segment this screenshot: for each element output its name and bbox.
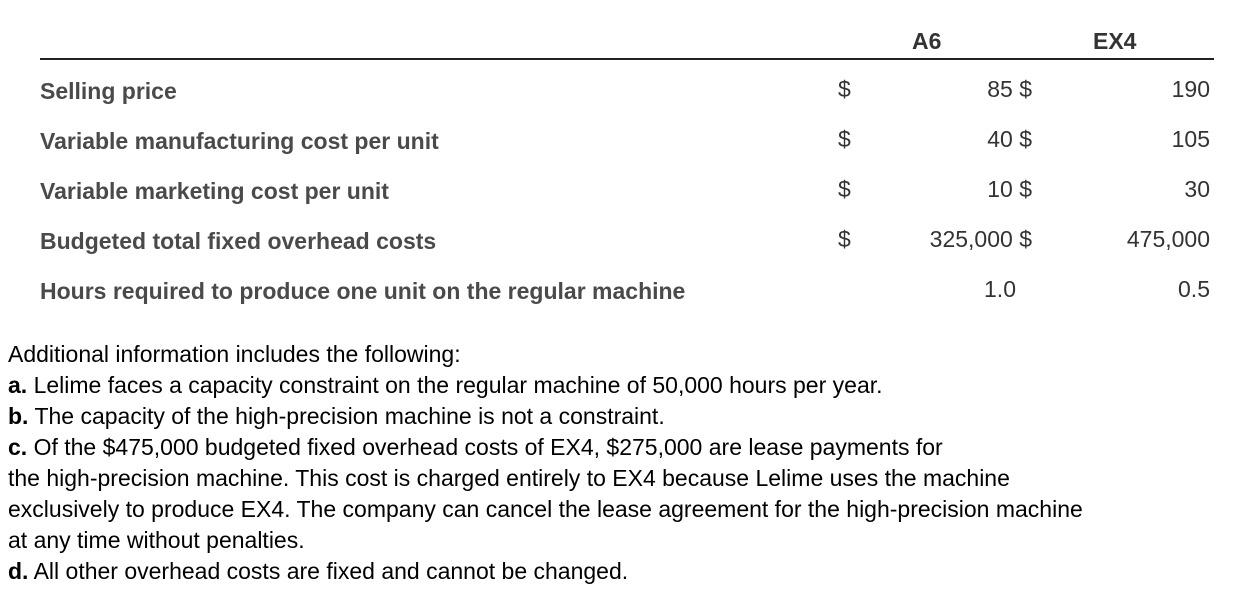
note-text: The capacity of the high-precision machine is not a constraint. <box>34 403 665 429</box>
table-row <box>0 228 1254 268</box>
note-a <box>8 370 1248 401</box>
note-text: All other overhead costs are fixed and cannot be changed. <box>33 558 629 584</box>
note-c-continued: exclusively to produce EX4. The company can cancel the lease agreement for the high-precision machine <box>8 496 1083 522</box>
column-header-a6: A6 <box>912 28 942 54</box>
table-row <box>0 178 1254 218</box>
note-text: Of the $475,000 budgeted fixed overhead costs of EX4, $275,000 are lease payments for <box>33 434 943 460</box>
note-c-continued: the high-precision machine. This cost is charged entirely to EX4 because Lelime uses the machine <box>8 465 1010 491</box>
column-header-ex4: EX4 <box>1093 28 1137 54</box>
note-text: Lelime faces a capacity constraint on the regular machine of 50,000 hours per year. <box>33 372 883 398</box>
row-label: Selling price <box>40 78 177 104</box>
a6-value: 40 $ <box>987 126 1032 152</box>
note-b <box>8 401 1248 432</box>
note-label: c. <box>8 434 28 460</box>
note-label: d. <box>8 558 29 584</box>
table-row <box>0 128 1254 168</box>
ex4-value: 0.5 <box>1178 276 1210 302</box>
note-label: a. <box>8 372 28 398</box>
currency-symbol: $ <box>838 126 851 152</box>
notes-intro: Additional information includes the following: <box>8 341 461 367</box>
currency-symbol: $ <box>838 176 851 202</box>
a6-value: 1.0 <box>984 276 1016 302</box>
note-d <box>8 556 1248 587</box>
row-label: Hours required to produce one unit on the regular machine <box>40 278 686 304</box>
header-rule <box>40 58 1214 60</box>
currency-symbol: $ <box>838 76 851 102</box>
a6-value: 10 $ <box>987 176 1032 202</box>
table-row <box>0 278 1254 318</box>
note-c <box>8 432 1248 463</box>
row-label: Variable marketing cost per unit <box>40 178 389 204</box>
a6-value: 325,000 $ <box>929 226 1032 252</box>
additional-information <box>8 339 1248 587</box>
ex4-value: 475,000 <box>1126 226 1210 252</box>
currency-symbol: $ <box>838 226 851 252</box>
ex4-value: 105 <box>1171 126 1210 152</box>
ex4-value: 30 <box>1184 176 1210 202</box>
note-label: b. <box>8 403 29 429</box>
table-row <box>0 78 1254 118</box>
a6-value: 85 $ <box>987 76 1032 102</box>
row-label: Budgeted total fixed overhead costs <box>40 228 437 254</box>
row-label: Variable manufacturing cost per unit <box>40 128 439 154</box>
ex4-value: 190 <box>1171 76 1210 102</box>
note-c-continued: at any time without penalties. <box>8 527 305 553</box>
